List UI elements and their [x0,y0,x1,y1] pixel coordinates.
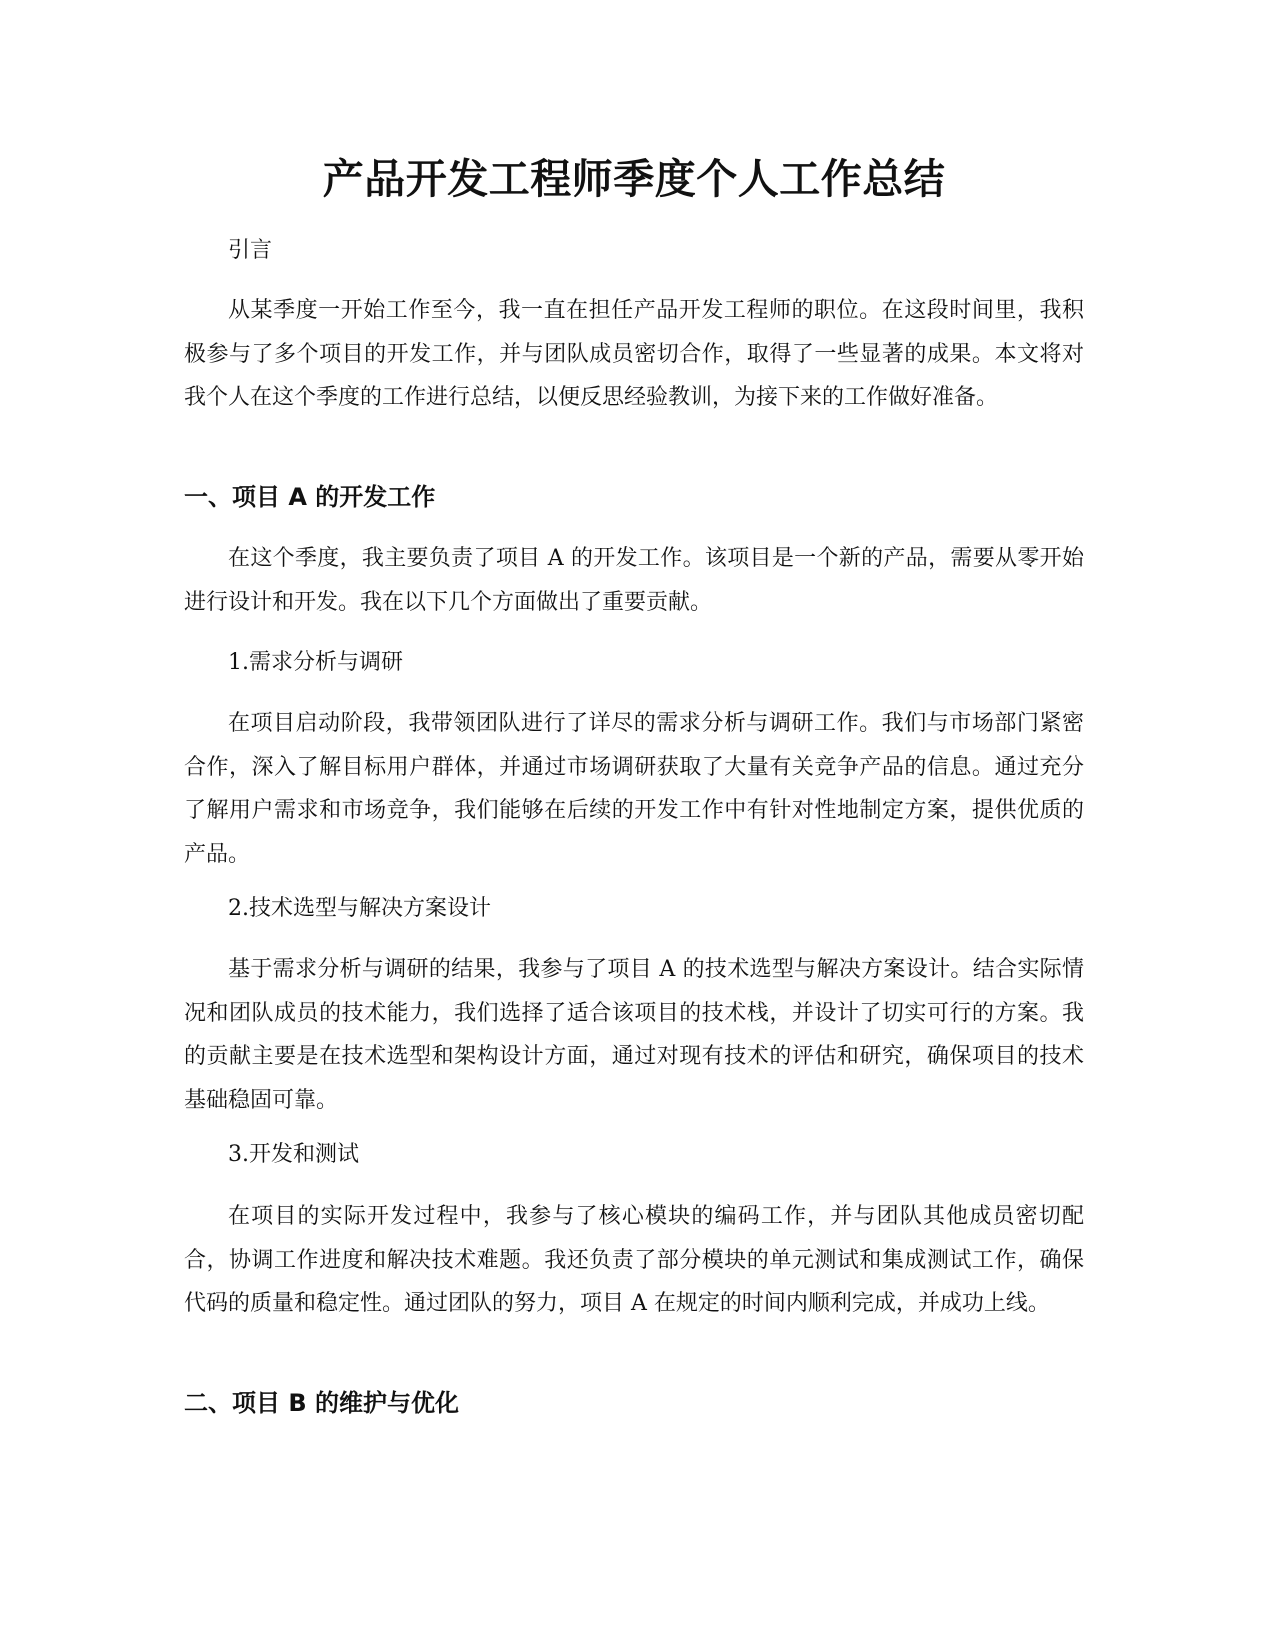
sub2-label: 2.技术选型与解决方案设计 [228,896,491,921]
section1-heading: 一、项目 A 的开发工作 [184,483,436,511]
sub2-paragraph: 基于需求分析与调研的结果，我参与了项目 A 的技术选型与解决方案设计。结合实际情况和团队成员的技术能力，我们选择了适合该项目的技术栈，并设计了切实可行的方案。我的贡献主要是在技术选型和架构设计方面，通过对现有技术的评估和研究，确保项目的技术基础稳固可靠。 [184,957,1084,1113]
document-title: 产品开发工程师季度个人工作总结 [322,155,946,203]
sub1-paragraph: 在项目启动阶段，我带领团队进行了详尽的需求分析与调研工作。我们与市场部门紧密合作，深入了解目标用户群体，并通过市场调研获取了大量有关竞争产品的信息。通过充分了解用户需求和市场竞争，我们能够在后续的开发工作中有针对性地制定方案，提供优质的产品。 [184,711,1084,867]
sub3-paragraph: 在项目的实际开发过程中，我参与了核心模块的编码工作，并与团队其他成员密切配合，协调工作进度和解决技术难题。我还负责了部分模块的单元测试和集成测试工作，确保代码的质量和稳定性。通过团队的努力，项目 A 在规定的时间内顺利完成，并成功上线。 [184,1204,1084,1316]
section2-heading: 二、项目 B 的维护与优化 [184,1389,460,1417]
section1-paragraph: 在这个季度，我主要负责了项目 A 的开发工作。该项目是一个新的产品，需要从零开始进行设计和开发。我在以下几个方面做出了重要贡献。 [184,546,1084,615]
intro-paragraph: 从某季度一开始工作至今，我一直在担任产品开发工程师的职位。在这段时间里，我积极参与了多个项目的开发工作，并与团队成员密切合作，取得了一些显著的成果。本文将对我个人在这个季度的工作进行总结，以便反思经验教训，为接下来的工作做好准备。 [184,298,1084,410]
intro-label: 引言 [228,238,273,263]
sub1-label: 1.需求分析与调研 [228,650,403,675]
sub3-label: 3.开发和测试 [228,1142,359,1167]
